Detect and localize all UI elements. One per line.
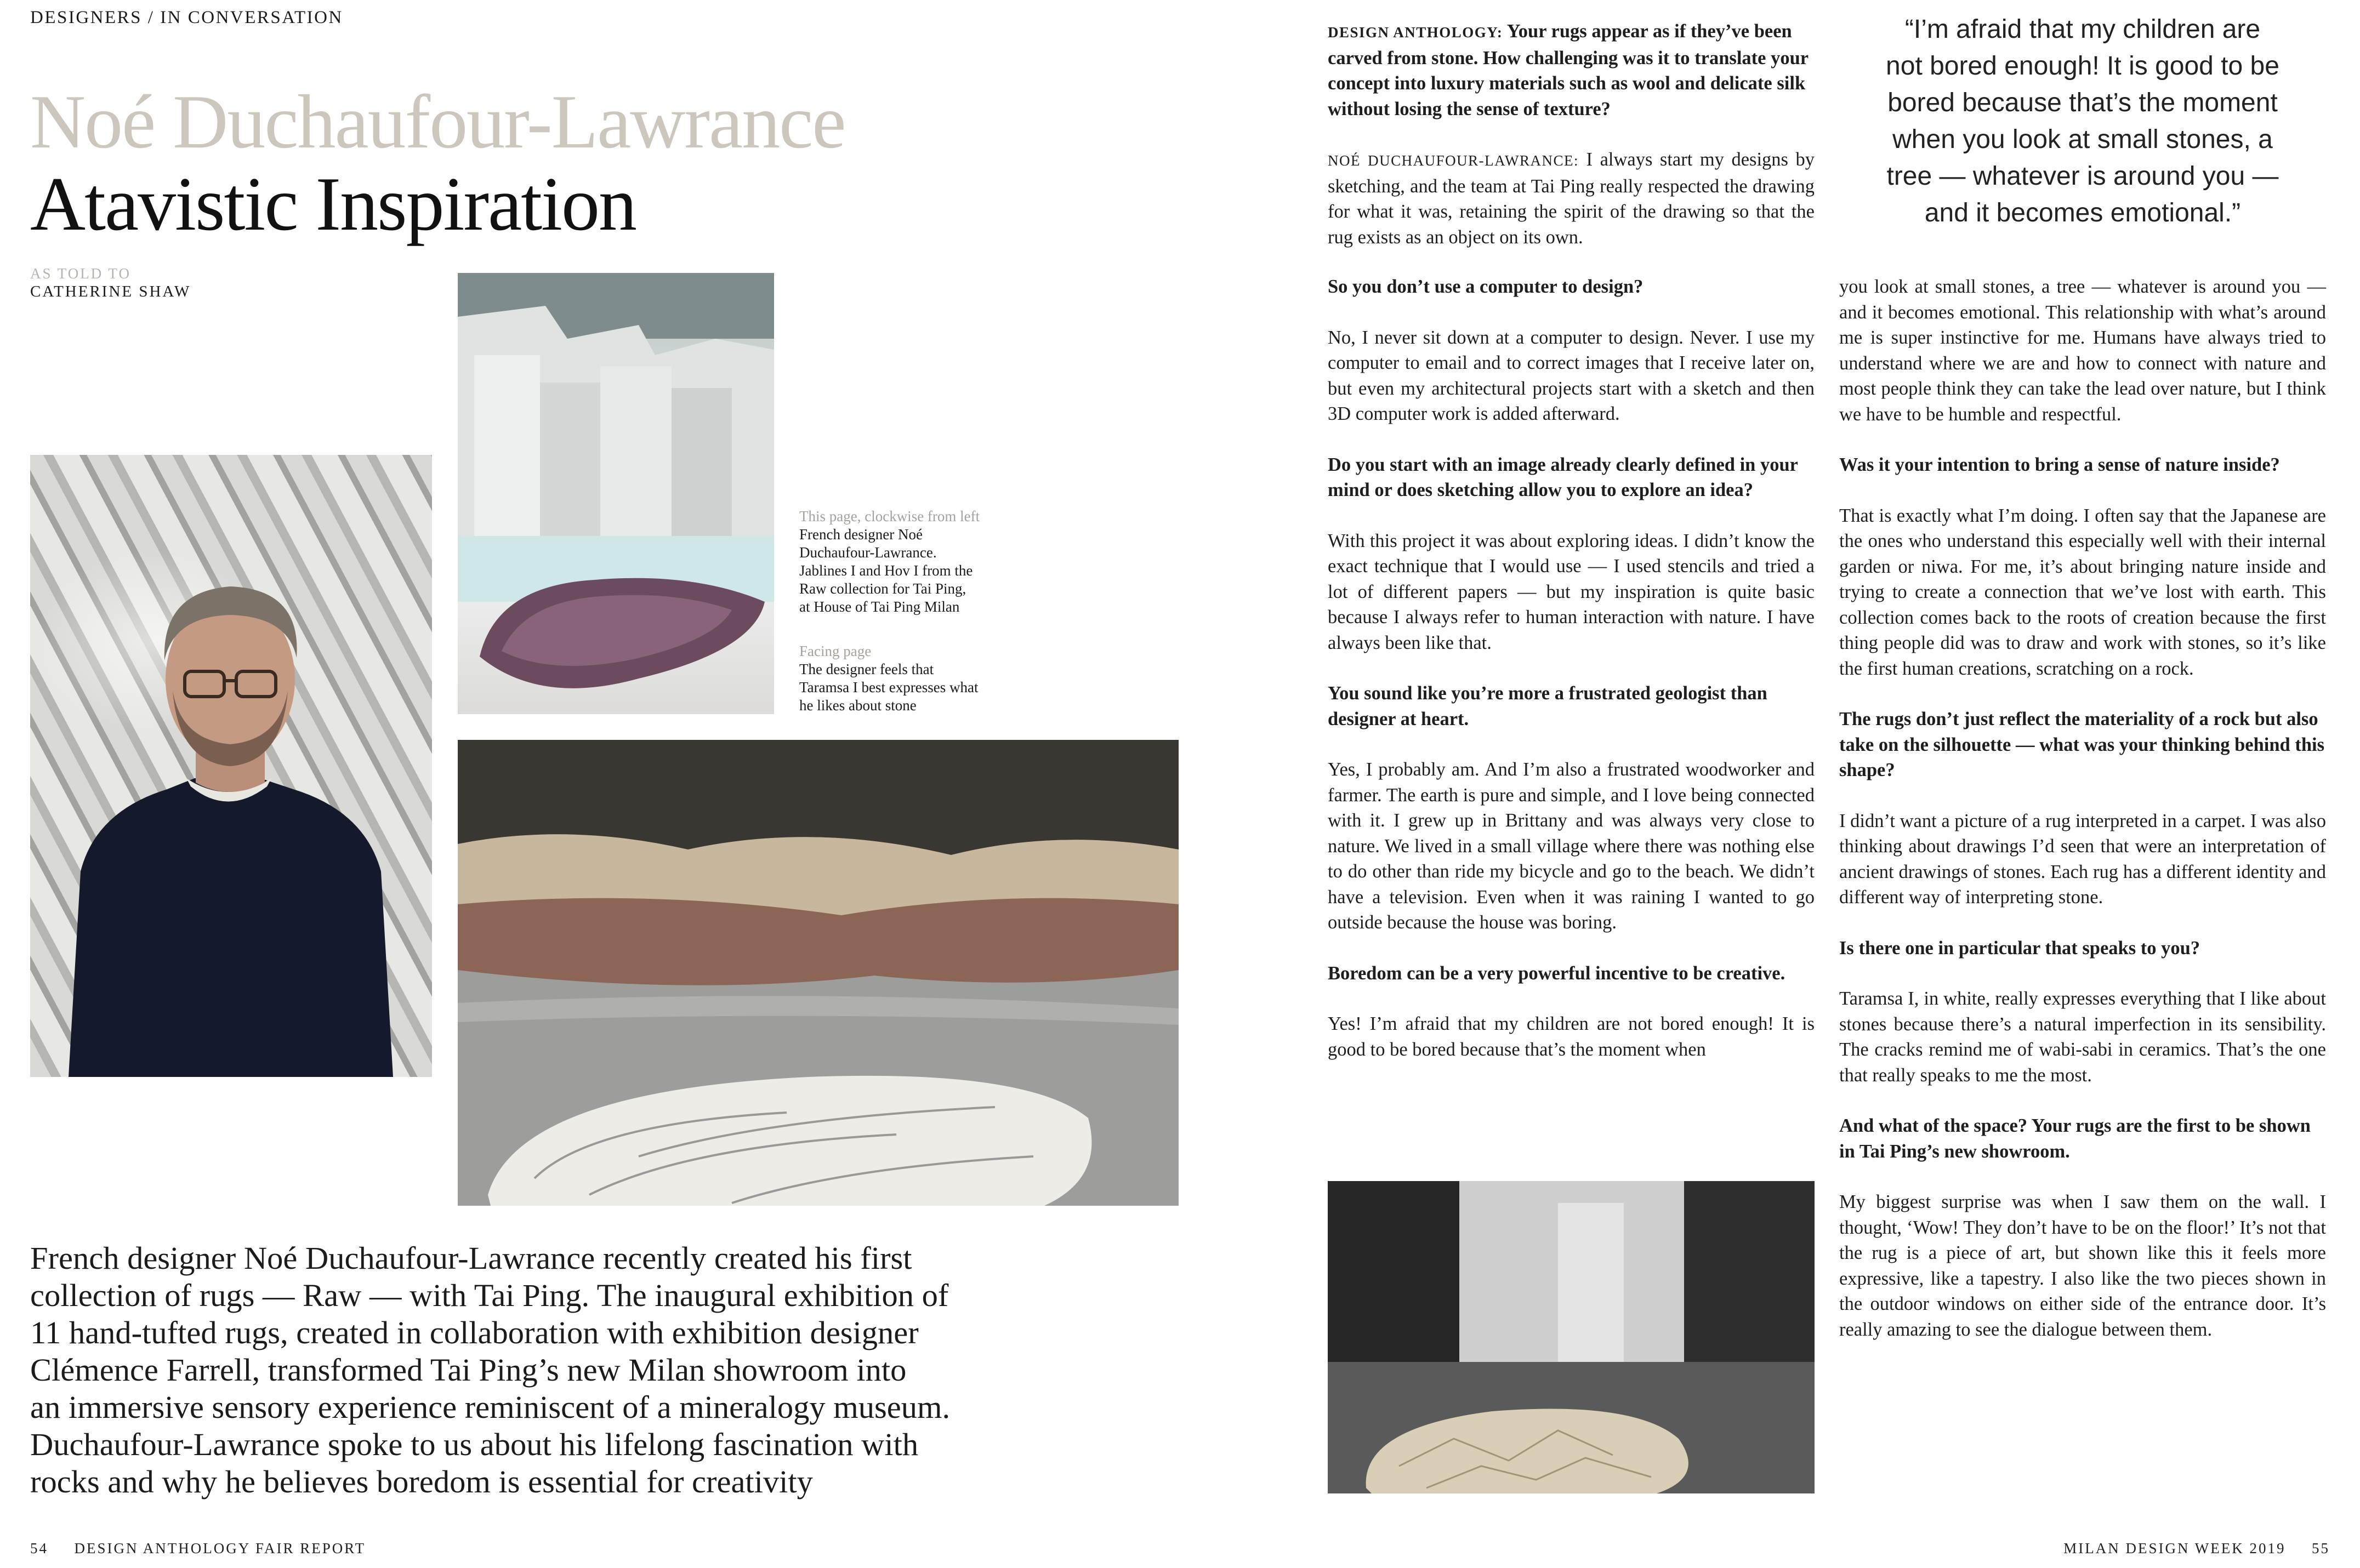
interview-answer: I didn’t want a picture of a rug interpreted in a carpet. I was also thinking about drawings I’d seen that were an interpretation of ancient drawings of stones. Each rug has a different identity and different way of interpreting stone. — [1839, 810, 2326, 908]
pull-quote-line: and it becomes emotional.” — [1924, 198, 2241, 227]
folio-right — [2063, 1540, 2330, 1557]
caption-line: French designer Noé — [799, 526, 923, 543]
caption-line: he likes about stone — [799, 697, 917, 714]
pull-quote-line: not bored enough! It is good to be — [1886, 52, 2279, 81]
interview-column-2 — [1839, 274, 2326, 1342]
interview-answer: NOÉ DUCHAUFOUR-LAWRANCE: I always start my designs by sketching, and the team at Tai Ping really respected the drawing for what it was, retaining the spirit of the drawing so that the rug exists as an object on its own. — [1328, 149, 1815, 248]
intro-line: collection of rugs — Raw — with Tai Ping. The inaugural exhibition of — [30, 1278, 949, 1313]
interview-answer: With this project it was about exploring ideas. I didn’t know the exact technique that I would use — I used stencils and tried a lot of different papers — but my inspiration is quite basic because I always refer to human interaction with nature. I have always been like that. — [1328, 530, 1815, 653]
intro-line: French designer Noé Duchaufour-Lawrance recently created his first — [30, 1240, 912, 1276]
cave-illustration — [458, 740, 1179, 1206]
showroom-illustration — [1328, 1181, 1815, 1493]
intro-line: Clémence Farrell, transformed Tai Ping’s new Milan showroom into — [30, 1352, 907, 1388]
byline-label: AS TOLD TO — [30, 265, 132, 282]
pull-quote-line: tree — whatever is around you — — [1886, 162, 2279, 191]
interview-question: Boredom can be a very powerful incentive to be creative. — [1328, 962, 1785, 984]
showroom-rug-photo — [1328, 1181, 1815, 1493]
folio-left — [30, 1540, 366, 1557]
intro-line: 11 hand-tufted rugs, created in collaboration with exhibition designer — [30, 1315, 919, 1350]
intro-line: Duchaufour-Lawrance spoke to us about his lifelong fascination with — [30, 1427, 919, 1462]
caption-line: Raw collection for Tai Ping, — [799, 580, 966, 597]
interview-answer: Taramsa I, in white, really expresses everything that I like about stones because there’s a natural imperfection in its sensibility. The cracks remind me of wabi-sabi in ceramics. That’s the one that really speaks to me the most. — [1839, 988, 2326, 1086]
quarry-rug-photo — [458, 273, 774, 714]
interview-question: So you don’t use a computer to design? — [1328, 276, 1644, 297]
designer-portrait-photo — [30, 455, 432, 1077]
intro-line: an immersive sensory experience reminiscent of a mineralogy museum. — [30, 1389, 951, 1425]
interview-question: The rugs don’t just reflect the materiality of a rock but also take on the silhouette — what was your thinking behind this shape? — [1839, 709, 2325, 780]
pull-quote-line: bored because that’s the moment — [1887, 88, 2278, 117]
speaker-label: DESIGN ANTHOLOGY: — [1328, 24, 1503, 41]
pull-quote-line: “I’m afraid that my children are — [1904, 15, 2261, 44]
page-number: 55 — [2312, 1540, 2330, 1556]
interview-answer: you look at small stones, a tree — whatever is around you — and it becomes emotional. This relationship with what’s around me is super instinctive for me. Humans have always tried to understand where we are and how to connect with nature and most people think they can take the lead over nature, but I think we have to be humble and respectful. — [1839, 276, 2326, 425]
publication-section: MILAN DESIGN WEEK 2019 — [2063, 1540, 2286, 1556]
interview-answer: No, I never sit down at a computer to design. Never. I use my computer to email and to correct images that I receive later on, but even my architectural projects start with a sketch and then 3D computer work is added afterward. — [1328, 327, 1815, 424]
pull-quote — [1839, 11, 2326, 231]
interview-question: You sound like you’re more a frustrated geologist than designer at heart. — [1328, 683, 1767, 729]
caption-line: The designer feels that — [799, 661, 934, 677]
photo-caption-this-page — [799, 508, 1019, 616]
section-label: DESIGNERS / IN CONVERSATION — [30, 8, 343, 27]
interview-answer: Yes! I’m afraid that my children are not bored enough! It is good to be bored because that’s the moment when — [1328, 1013, 1815, 1060]
interview-opening — [1328, 19, 1815, 250]
interview-answer: My biggest surprise was when I saw them on the wall. I thought, ‘Wow! They don’t have to be on the floor!’ It’s not that the rug is a piece of art, but shown like this it feels more expressive, like a tapestry. I also like the two pieces shown in the outdoor windows on either side of the entrance door. It’s really amazing to see the dialogue between them. — [1839, 1191, 2326, 1340]
interview-question: DESIGN ANTHOLOGY: Your rugs appear as if they’ve been carved from stone. How challenging was it to translate your concept into luxury materials such as wool and delicate silk without losing the sense of texture? — [1328, 21, 1809, 119]
caption-line: Taramsa I best expresses what — [799, 679, 979, 695]
article-title: Atavistic Inspiration — [30, 162, 636, 247]
photo-caption-facing-page — [799, 642, 1019, 715]
interview-question: Was it your intention to bring a sense of nature inside? — [1839, 454, 2280, 475]
speaker-label: NOÉ DUCHAUFOUR-LAWRANCE: — [1328, 152, 1579, 169]
interview-question: And what of the space? Your rugs are the first to be shown in Tai Ping’s new showroom. — [1839, 1115, 2311, 1162]
byline-author: CATHERINE SHAW — [30, 283, 191, 300]
portrait-illustration — [30, 455, 432, 1077]
page-number: 54 — [30, 1540, 48, 1556]
interview-question: Is there one in particular that speaks to you? — [1839, 937, 2200, 959]
article-intro — [30, 1240, 973, 1501]
interview-column-1 — [1328, 274, 1815, 1062]
quarry-illustration — [458, 273, 774, 714]
interview-answer: Yes, I probably am. And I’m also a frustrated woodworker and farmer. The earth is pure and simple, and I love being connected with it. I grew up in Brittany and was always very close to nature. We lived in a small village where there was nothing else to do other than ride my bicycle and go to the beach. We didn’t have a television. Even when it was raining I wanted to go outside because the house was boring. — [1328, 759, 1815, 933]
caption-heading: This page, clockwise from left — [799, 508, 980, 524]
article-title-name: Noé Duchaufour-Lawrance — [30, 79, 845, 164]
caption-line: at House of Tai Ping Milan — [799, 598, 960, 615]
publication-name: DESIGN ANTHOLOGY FAIR REPORT — [74, 1540, 366, 1556]
interview-question: Do you start with an image already clearly defined in your mind or does sketching allow you to explore an idea? — [1328, 454, 1798, 500]
cave-rug-photo — [458, 740, 1179, 1206]
intro-line: rocks and why he believes boredom is essential for creativity — [30, 1464, 813, 1499]
interview-answer: That is exactly what I’m doing. I often say that the Japanese are the ones who understand this especially well with their internal garden or niwa. For me, it’s about bringing nature inside and trying to create a connection that we’ve lost with earth. This collection comes back to the roots of creation because the first thing people did was to draw and work with stones, so it’s like the first human creations, scratching on a rock. — [1839, 505, 2326, 679]
caption-line: Duchaufour-Lawrance. — [799, 544, 937, 561]
caption-line: Jablines I and Hov I from the — [799, 562, 973, 579]
caption-heading: Facing page — [799, 643, 872, 659]
pull-quote-line: when you look at small stones, a — [1892, 125, 2273, 154]
